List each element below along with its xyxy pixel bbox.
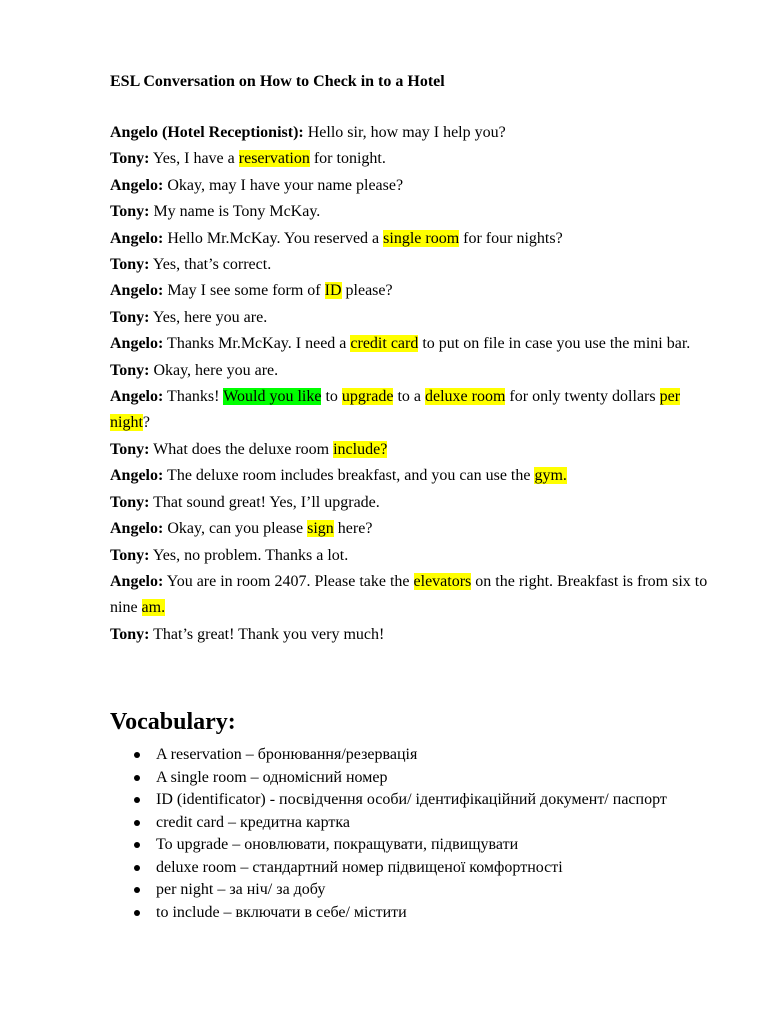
speaker-label: Angelo:	[110, 282, 164, 300]
dialogue-line	[110, 384, 710, 437]
highlighted-term: gym.	[534, 467, 567, 485]
speaker-label: Angelo (Hotel Receptionist):	[110, 124, 304, 141]
dialogue-text: That’s great! Thank you very much!	[149, 625, 385, 643]
highlighted-term: elevators	[413, 572, 472, 590]
dialogue-line	[110, 120, 710, 146]
dialogue-line	[110, 490, 710, 516]
dialogue-text: here?	[333, 520, 373, 538]
highlighted-term: am.	[141, 599, 166, 617]
vocabulary-item: ID (identificator) - посвідчення особи/ ідентифікаційний документ/ паспорт	[110, 789, 730, 812]
highlighted-term: single room	[383, 229, 460, 247]
dialogue-text: Thanks Mr.McKay. I need a	[163, 335, 351, 353]
dialogue-line	[110, 226, 710, 252]
dialogue-text: to	[321, 388, 342, 406]
dialogue-line	[110, 331, 710, 357]
dialogue-text: ?	[142, 414, 150, 432]
dialogue-text: Yes, no problem. Thanks a lot.	[149, 546, 349, 564]
highlighted-phrase: Would you like	[223, 388, 322, 406]
highlighted-term: sign	[307, 520, 334, 538]
dialogue-text: Yes, that’s correct.	[149, 256, 272, 274]
dialogue-line	[110, 252, 710, 278]
dialogue-text: Thanks!	[163, 388, 224, 406]
dialogue-text: That sound great! Yes, I’ll upgrade.	[149, 493, 380, 511]
dialogue-line	[110, 569, 710, 622]
speaker-label: Tony:	[110, 546, 150, 564]
dialogue-text: Okay, can you please	[163, 520, 308, 538]
dialogue	[110, 120, 710, 648]
vocabulary-item: To upgrade – оновлювати, покращувати, підвищувати	[110, 834, 730, 857]
speaker-label: Tony:	[110, 256, 150, 274]
dialogue-line	[110, 199, 710, 225]
highlighted-term: include?	[333, 440, 388, 458]
document-title: ESL Conversation on How to Check in to a Hotel	[110, 73, 445, 90]
dialogue-text: please?	[341, 282, 393, 300]
speaker-label: Angelo:	[110, 520, 164, 538]
speaker-label: Angelo:	[110, 176, 164, 194]
dialogue-line	[110, 358, 710, 384]
speaker-label: Angelo:	[110, 572, 164, 590]
dialogue-text: Hello sir, how may I help you?	[303, 124, 506, 141]
speaker-label: Angelo:	[110, 388, 164, 406]
vocabulary-item: deluxe room – стандартний номер підвищеної комфортності	[110, 857, 730, 880]
dialogue-line	[110, 622, 710, 648]
speaker-label: Tony:	[110, 203, 150, 221]
vocabulary-item: A reservation – бронювання/резервація	[110, 744, 730, 767]
speaker-label: Tony:	[110, 625, 150, 643]
dialogue-text: for only twenty dollars	[505, 388, 660, 406]
dialogue-line	[110, 305, 710, 331]
vocabulary-item: to include – включати в себе/ містити	[110, 902, 730, 925]
dialogue-text: You are in room 2407. Please take the	[163, 572, 414, 590]
dialogue-line	[110, 278, 710, 304]
highlighted-term: ID	[324, 282, 342, 300]
dialogue-text: The deluxe room includes breakfast, and you can use the	[163, 467, 535, 485]
dialogue-text: Okay, here you are.	[149, 361, 279, 379]
highlighted-term: deluxe room	[424, 388, 506, 406]
speaker-label: Tony:	[110, 440, 150, 458]
speaker-label: Angelo:	[110, 229, 164, 247]
speaker-label: Tony:	[110, 308, 150, 326]
vocabulary-item: credit card – кредитна картка	[110, 812, 730, 835]
dialogue-text: to put on file in case you use the mini bar.	[418, 335, 691, 353]
dialogue-line	[110, 516, 710, 542]
dialogue-text: on the right. Breakfast is from six to nine	[110, 572, 708, 617]
vocabulary-list	[110, 744, 730, 924]
vocabulary-item: A single room – одномісний номер	[110, 767, 730, 790]
dialogue-text: Hello Mr.McKay. You reserved a	[163, 229, 384, 247]
speaker-label: Tony:	[110, 150, 150, 168]
dialogue-text: My name is Tony McKay.	[149, 203, 321, 221]
dialogue-line	[110, 146, 710, 172]
vocabulary-item: per night – за ніч/ за добу	[110, 879, 730, 902]
speaker-label: Angelo:	[110, 467, 164, 485]
dialogue-text: What does the deluxe room	[149, 440, 334, 458]
dialogue-line	[110, 543, 710, 569]
dialogue-line	[110, 437, 710, 463]
vocabulary-heading: Vocabulary:	[110, 709, 236, 735]
highlighted-term: upgrade	[341, 388, 394, 406]
dialogue-text: for tonight.	[309, 150, 386, 168]
speaker-label: Angelo:	[110, 335, 164, 353]
dialogue-text: Yes, I have a	[149, 150, 239, 168]
dialogue-text: Yes, here you are.	[149, 308, 268, 326]
speaker-label: Tony:	[110, 361, 150, 379]
dialogue-text: May I see some form of	[163, 282, 325, 300]
highlighted-term: per night	[110, 388, 681, 432]
highlighted-term: reservation	[238, 150, 310, 168]
dialogue-line	[110, 463, 710, 489]
dialogue-text: to a	[393, 388, 425, 406]
dialogue-text: Okay, may I have your name please?	[163, 176, 404, 194]
highlighted-term: credit card	[350, 335, 419, 353]
speaker-label: Tony:	[110, 493, 150, 511]
dialogue-line	[110, 173, 710, 199]
dialogue-text: for four nights?	[459, 229, 563, 247]
